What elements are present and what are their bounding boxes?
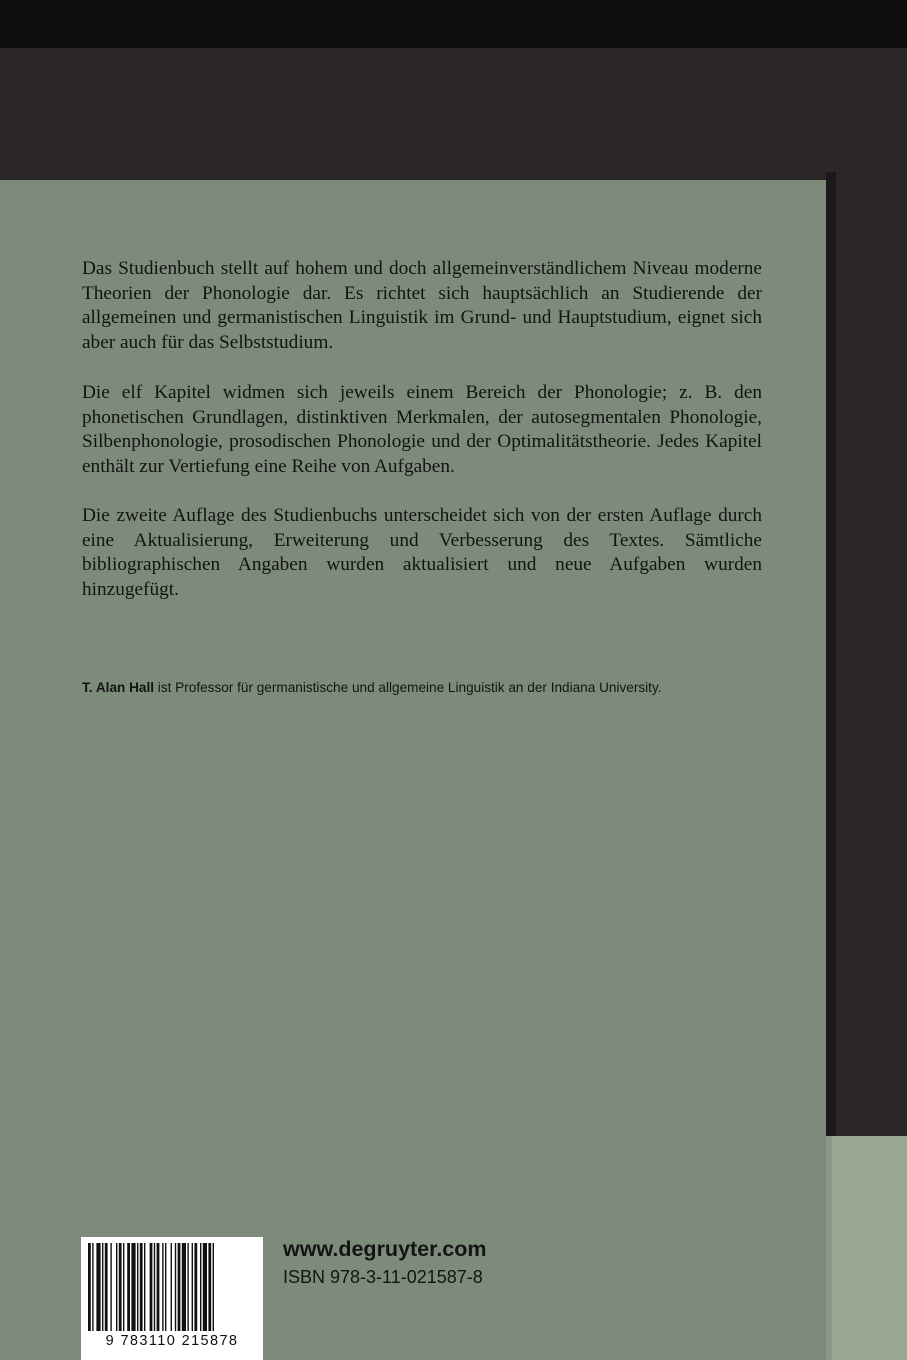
barcode-bar: [140, 1243, 143, 1331]
barcode-bar: [203, 1243, 207, 1331]
barcode-bar: [187, 1243, 188, 1331]
barcode-bar: [208, 1243, 211, 1331]
spine-strip: [826, 1136, 907, 1360]
blurb-paragraph-2: Die elf Kapitel widmen sich jeweils einem Bereich der Phonologie; z. B. den phonetischen Grundlagen, distinktiven Merkmalen, der autosegmentalen Phonologie, Silbenphonologie, prosodischen Phonologie und der Optimalitätstheorie. Jedes Kapitel enthält zur Vertiefung eine Reihe von Aufgaben.: [82, 382, 762, 477]
barcode-bar: [178, 1243, 181, 1331]
top-dark-strip: [0, 0, 907, 48]
barcode-bar: [213, 1243, 214, 1331]
barcode: [81, 1237, 263, 1360]
barcode-bar: [110, 1243, 111, 1331]
author-bio: [82, 680, 782, 695]
barcode-bar: [182, 1243, 186, 1331]
barcode-bar: [192, 1243, 193, 1331]
blurb-paragraph-3: Die zweite Auflage des Studienbuchs unterscheidet sich von der ersten Auflage durch eine Aktualisierung, Erweiterung und Verbesserung des Textes. Sämtliche bibliographischen Angaben wurden aktualisiert und neue Aufgaben wurden hinzugefügt.: [82, 505, 762, 600]
barcode-bars: [88, 1243, 256, 1331]
barcode-bar: [165, 1243, 166, 1331]
frame-shadow: [826, 172, 836, 1136]
author-bio-text: ist Professor für germanistische und allgemeine Linguistik an der Indiana University.: [154, 680, 662, 695]
barcode-bar: [137, 1243, 138, 1331]
barcode-bar: [200, 1243, 201, 1331]
back-cover-panel: [0, 180, 826, 1360]
author-name: T. Alan Hall: [82, 680, 155, 695]
barcode-bar: [131, 1243, 135, 1331]
barcode-bar: [150, 1243, 153, 1331]
barcode-bar: [171, 1243, 172, 1331]
blurb-paragraph-1: Das Studienbuch stellt auf hohem und doch allgemeinverständlichem Niveau moderne Theorien der Phonologie dar. Es richtet sich hauptsächlich an Studierende der allgemeinen und germanistischen Linguistik im Grund- und Hauptstudium, eignet sich aber auch für das Selbststudium.: [82, 258, 762, 353]
barcode-bar: [96, 1243, 100, 1331]
barcode-bar: [157, 1243, 160, 1331]
barcode-bar: [105, 1243, 108, 1331]
barcode-bar: [123, 1243, 124, 1331]
barcode-bar: [154, 1243, 155, 1331]
barcode-bar: [144, 1243, 145, 1331]
barcode-bar: [116, 1243, 117, 1331]
barcode-bar: [175, 1243, 176, 1331]
barcode-bar: [194, 1243, 197, 1331]
barcode-bar: [162, 1243, 163, 1331]
barcode-bar: [88, 1243, 91, 1331]
barcode-bar: [119, 1243, 122, 1331]
spine-edge: [826, 1136, 832, 1360]
isbn-number: ISBN 978-3-11-021587-8: [283, 1267, 483, 1287]
barcode-bar: [102, 1243, 103, 1331]
barcode-bar: [92, 1243, 93, 1331]
publisher-website[interactable]: www.degruyter.com: [283, 1237, 487, 1261]
barcode-digits: 9 783110 215878: [105, 1333, 239, 1349]
barcode-bar: [127, 1243, 130, 1331]
